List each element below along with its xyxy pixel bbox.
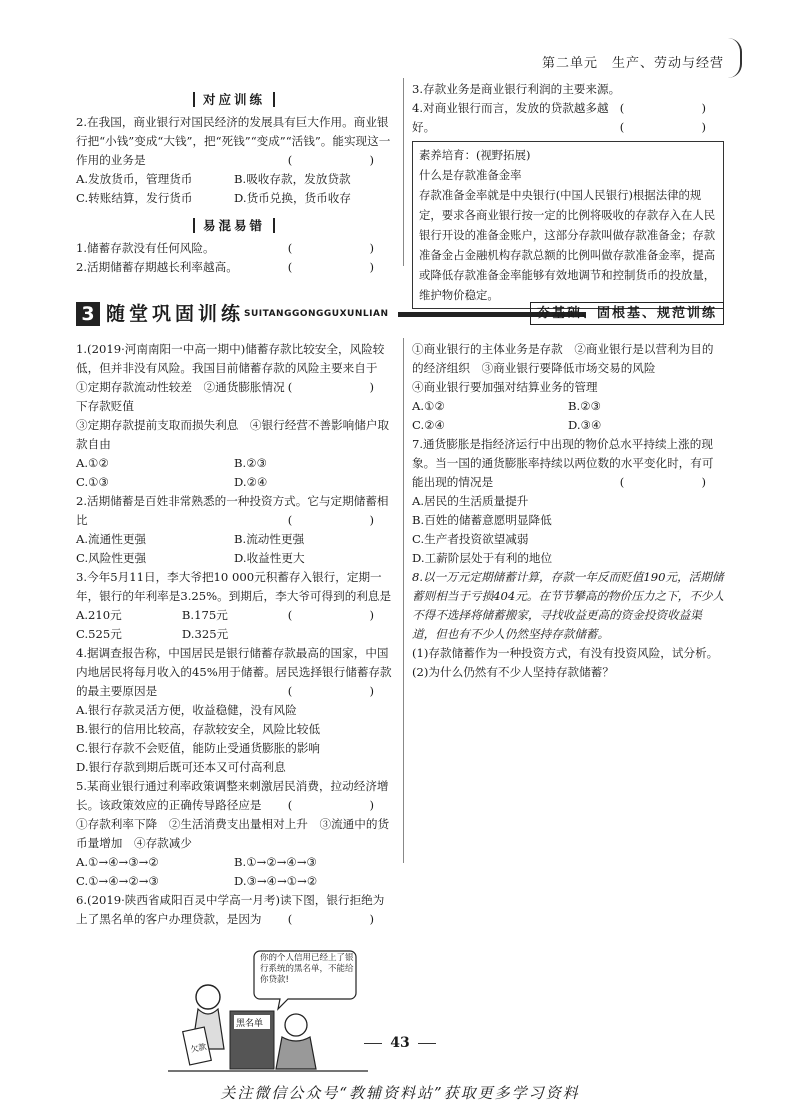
header-curve — [726, 38, 742, 78]
banner-title: 随堂巩固训练 — [106, 303, 245, 325]
sub-item: ①商业银行的主体业务是存款 ②商业银行是以营利为目的的经济组织 ③商业银行要降低市场交易的风险 — [412, 342, 714, 375]
column-divider-bottom — [403, 338, 404, 863]
option: B.银行的信用比较高，存款较安全，风险比较低 — [76, 722, 321, 736]
unit-header: 第二单元 生产、劳动与经营 — [541, 56, 724, 71]
question-7: 7.通货膨胀是指经济运行中出现的物价总水平持续上涨的现象。当一国的通货膨胀率持续以两位数的水平变化时，有可能出现的情况是 ( ) — [412, 437, 724, 489]
question-6: 6.(2019·陕西省咸阳百灵中学高一月考)读下图，银行拒绝为上了黑名单的客户办理贷款，是因为 ( ) — [76, 893, 392, 926]
question-4: 4.据调查报告称，中国居民是银行储蓄存款最高的国家，中国内地居民将每月收入的45%用于储蓄。居民选择银行储蓄存款的最主要原因是 ( ) — [76, 646, 392, 698]
box-question: 什么是存款准备金率 — [419, 168, 522, 182]
option: A.210元 — [76, 608, 122, 622]
box-title: 素养培育：(视野拓展) — [419, 148, 531, 162]
option: D.银行存款到期后既可还本又可付高利息 — [76, 760, 286, 774]
option: A.流通性更强 — [76, 532, 147, 546]
option: D.收益性更大 — [234, 551, 305, 565]
option: D.工薪阶层处于有利的地位 — [412, 551, 553, 565]
option: B.②③ — [234, 456, 267, 470]
sub-item: ①存款利率下降 ②生活消费支出量相对上升 ③流通中的货币量增加 ④存款减少 — [76, 817, 390, 850]
question-3: 3.今年5月11日，李大爷把10 000元积蓄存入银行，定期一年，银行的年利率是3.25%。到期后，李大爷可得到的利息是 ( ) — [76, 570, 392, 622]
man-head — [196, 985, 220, 1009]
option: D.③→④→①→② — [234, 874, 318, 888]
option: B.①→②→④→③ — [234, 855, 317, 869]
option: A.①② — [412, 399, 445, 413]
option: C.银行存款不会贬值，能防止受通货膨胀的影响 — [76, 741, 321, 755]
option: B.吸收存款，发放贷款 — [234, 172, 351, 186]
option: A.银行存款灵活方便，收益稳健，没有风险 — [76, 703, 297, 717]
option: C.风险性更强 — [76, 551, 147, 565]
options — [76, 606, 288, 644]
section-tag: 易混易错 — [76, 216, 392, 235]
sub-item: ③定期存款提前支取而损失利息 ④银行经营不善影响储户取款自由 — [76, 418, 390, 451]
option: B.175元 — [181, 608, 228, 622]
option: B.百姓的储蓄意愿明显降低 — [412, 513, 552, 527]
sub-item: ①定期存款流动性较差 ②通货膨胀情况下存款贬值 — [76, 380, 285, 413]
option: B.②③ — [568, 399, 601, 413]
question-8: 8.以一万元定期储蓄计算，存款一年反而贬值190元，活期储蓄则相当于亏损404元。在节节攀高的物价压力之下，不少人不得不选择将储蓄搬家，寻找收益更高的资金投资收益渠道，但也有不少人仍然坚持存款储蓄。 — [412, 570, 724, 641]
banner-number: 3 — [76, 302, 100, 326]
option: D.②④ — [234, 475, 268, 489]
option: C.①→④→②→③ — [76, 874, 159, 888]
banner-slogan: 夯基础、固根基、规范训练 — [530, 302, 724, 325]
left-bottom-column — [76, 340, 392, 1083]
blacklist-label: 黑名单 — [236, 1019, 264, 1029]
info-box — [412, 141, 724, 309]
bubble-text: 你的个人信用已经上了银行系统的黑名单，不能给你贷款! — [260, 953, 354, 985]
true-false-2: 2.活期储蓄存期越长利率越高。 ( ) — [76, 260, 392, 274]
question-5: 5.某商业银行通过利率政策调整来刺激居民消费，拉动经济增长。该政策效应的正确传导路径应是 ( ) — [76, 779, 392, 812]
option: C.生产者投资欲望减弱 — [412, 532, 529, 546]
right-bottom-column — [412, 340, 724, 682]
page-number: 43 — [0, 1035, 800, 1051]
question-1: 1.(2019·河南南阳一中高一期中)储蓄存款比较安全，风险较低，但并非没有风险。我国目前储蓄存款的风险主要来自于 ( ) — [76, 342, 392, 394]
sub-item: ④商业银行要加强对结算业务的管理 — [412, 380, 598, 394]
options — [76, 530, 392, 568]
option: D.325元 — [181, 627, 229, 641]
blacklist-cartoon — [168, 947, 368, 1077]
option: D.③④ — [568, 418, 602, 432]
option: C.525元 — [76, 627, 122, 641]
clerk-head — [285, 1014, 307, 1036]
option: A.居民的生活质量提升 — [412, 494, 529, 508]
options — [412, 397, 724, 435]
option: B.流动性更强 — [234, 532, 305, 546]
option: C.②④ — [412, 418, 445, 432]
option: C.①③ — [76, 475, 109, 489]
question-8-part-1: (1)存款储蓄作为一种投资方式，有没有投资风险，试分析。 — [412, 646, 719, 660]
question-8-part-2: (2)为什么仍然有不少人坚持存款储蓄？ — [412, 665, 614, 679]
banner-pinyin: SUITANGGONGGUXUNLIAN — [244, 309, 389, 319]
true-false-3: 3.存款业务是商业银行利润的主要来源。 ( ) — [412, 82, 724, 115]
debt-sign-text: 欠款 — [189, 1042, 208, 1055]
option: C.转账结算，发行货币 — [76, 191, 193, 205]
option: A.发放货币，管理货币 — [76, 172, 193, 186]
section-banner — [76, 302, 724, 326]
options — [76, 454, 392, 492]
column-divider-top — [403, 78, 404, 266]
options — [76, 853, 392, 891]
true-false-4: 4.对商业银行而言，发放的贷款越多越好。 ( ) — [412, 101, 724, 134]
option: A.①② — [76, 456, 109, 470]
left-top-column — [76, 88, 392, 277]
question-2: 2.活期储蓄是百姓非常熟悉的一种投资方式。它与定期储蓄相比 ( ) — [76, 494, 392, 527]
option: D.货币兑换，货币收存 — [234, 191, 351, 205]
question-2: 2.在我国，商业银行对国民经济的发展具有巨大作用。商业银行把“小钱”变成“大钱”，把“死钱”“变成”“活钱”。能实现这一作用的业务是 ( ) — [76, 115, 392, 167]
true-false-1: 1.储蓄存款没有任何风险。 ( ) — [76, 241, 392, 255]
footer-note: 关注微信公众号“教辅资料站”获取更多学习资料 — [220, 1084, 580, 1102]
section-tag: 对应训练 — [76, 90, 392, 109]
option: A.①→④→③→② — [76, 855, 159, 869]
box-body: 存款准备金率就是中央银行(中国人民银行)根据法律的规定，要求各商业银行按一定的比例将吸收的存款存入在人民银行开设的准备金账户，这部分存款叫做存款准备金；存款准备金占金融机构存款总额的比例叫做存款准备金率，提高或降低存款准备金率能够有效地调节和控制货币的投放量，维护物价稳定。 — [419, 188, 716, 302]
options — [76, 170, 392, 208]
right-top-column — [412, 80, 724, 309]
